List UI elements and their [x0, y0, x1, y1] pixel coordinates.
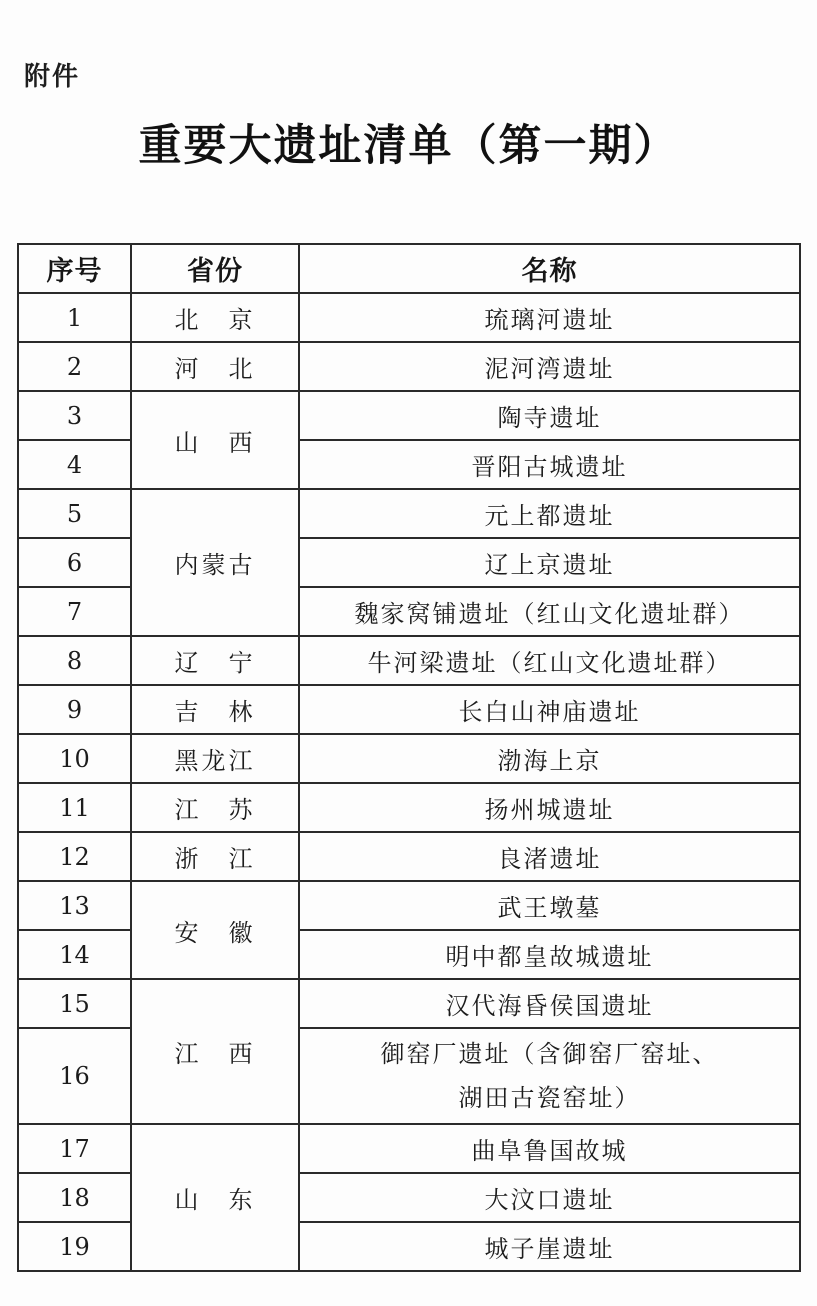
province-cell: 河 北 [131, 342, 299, 391]
site-name-cell: 武王墩墓 [299, 881, 800, 930]
province-cell: 山 东 [131, 1124, 299, 1271]
site-name-cell: 城子崖遗址 [299, 1222, 800, 1271]
site-name-cell: 魏家窝铺遗址（红山文化遗址群） [299, 587, 800, 636]
site-name-cell: 元上都遗址 [299, 489, 800, 538]
site-name-cell: 长白山神庙遗址 [299, 685, 800, 734]
table-row [18, 783, 800, 832]
table-row [18, 391, 800, 440]
table-row [18, 1124, 800, 1173]
site-name-cell: 晋阳古城遗址 [299, 440, 800, 489]
site-name-cell: 泥河湾遗址 [299, 342, 800, 391]
site-name-cell: 大汶口遗址 [299, 1173, 800, 1222]
row-number-cell: 17 [18, 1124, 131, 1173]
row-number-cell: 2 [18, 342, 131, 391]
table-row [18, 636, 800, 685]
site-name-cell: 良渚遗址 [299, 832, 800, 881]
province-cell: 北 京 [131, 293, 299, 342]
row-number-cell: 8 [18, 636, 131, 685]
province-cell: 山 西 [131, 391, 299, 489]
site-name-cell: 牛河梁遗址（红山文化遗址群） [299, 636, 800, 685]
table-row [18, 881, 800, 930]
row-number-cell: 4 [18, 440, 131, 489]
table-row [18, 293, 800, 342]
row-number-cell: 5 [18, 489, 131, 538]
heritage-site-table [17, 243, 801, 1272]
table-row [18, 489, 800, 538]
page-title: 重要大遗址清单（第一期） [138, 121, 679, 171]
province-cell: 内蒙古 [131, 489, 299, 636]
row-number-cell: 10 [18, 734, 131, 783]
site-name-cell: 汉代海昏侯国遗址 [299, 979, 800, 1028]
table-row [18, 832, 800, 881]
site-name-cell: 曲阜鲁国故城 [299, 1124, 800, 1173]
row-number-cell: 7 [18, 587, 131, 636]
column-header-province: 省份 [131, 244, 299, 293]
site-name-line-1: 御窑厂遗址（含御窑厂窑址、 [380, 1040, 719, 1068]
column-header-name: 名称 [299, 244, 800, 293]
site-name-cell: 辽上京遗址 [299, 538, 800, 587]
site-name-line-2: 湖田古瓷窑址） [458, 1084, 641, 1112]
table-header-row [18, 244, 800, 293]
province-cell: 安 徽 [131, 881, 299, 979]
row-number-cell: 12 [18, 832, 131, 881]
table-row [18, 342, 800, 391]
row-number-cell: 1 [18, 293, 131, 342]
row-number-cell: 11 [18, 783, 131, 832]
province-cell: 吉 林 [131, 685, 299, 734]
table-row [18, 734, 800, 783]
table-row [18, 979, 800, 1028]
province-cell: 浙 江 [131, 832, 299, 881]
row-number-cell: 16 [18, 1028, 131, 1124]
table-row [18, 685, 800, 734]
province-cell: 江 西 [131, 979, 299, 1124]
row-number-cell: 3 [18, 391, 131, 440]
row-number-cell: 13 [18, 881, 131, 930]
column-header-no: 序号 [18, 244, 131, 293]
row-number-cell: 15 [18, 979, 131, 1028]
province-cell: 黑龙江 [131, 734, 299, 783]
site-name-cell: 明中都皇故城遗址 [299, 930, 800, 979]
province-cell: 辽 宁 [131, 636, 299, 685]
site-name-cell: 陶寺遗址 [299, 391, 800, 440]
row-number-cell: 19 [18, 1222, 131, 1271]
row-number-cell: 6 [18, 538, 131, 587]
site-name-cell: 琉璃河遗址 [299, 293, 800, 342]
row-number-cell: 14 [18, 930, 131, 979]
province-cell: 江 苏 [131, 783, 299, 832]
attachment-label: 附件 [24, 62, 81, 92]
row-number-cell: 9 [18, 685, 131, 734]
site-name-cell [299, 1028, 800, 1124]
row-number-cell: 18 [18, 1173, 131, 1222]
site-name-cell: 渤海上京 [299, 734, 800, 783]
site-name-cell: 扬州城遗址 [299, 783, 800, 832]
